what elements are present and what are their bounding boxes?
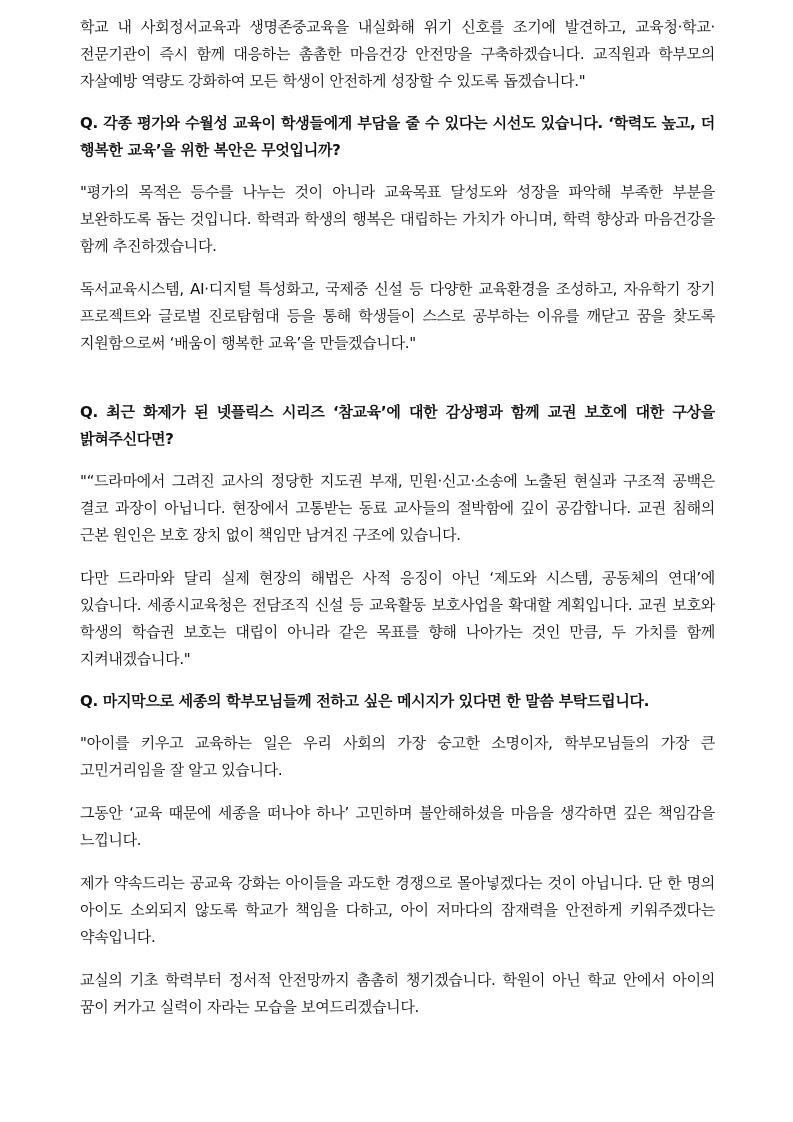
answer-paragraph: 교실의 기초 학력부터 정서적 안전망까지 촘촘히 챙기겠습니다. 학원이 아닌 학교 안에서 아이의 꿈이 커가고 실력이 자라는 모습을 보여드리겠습니다.: [80, 971, 715, 1016]
answer-paragraph: 학교 내 사회정서교육과 생명존중교육을 내실화해 위기 신호를 조기에 발견하고, 교육청·학교·전문기관이 즉시 함께 대응하는 촘촘한 마음건강 안전망을 구축하겠습니다. 교직원과 학부모의 자살예방 역량도 강화하여 모든 학생이 안전하게 성장할 수 있도록 돕겠습니다.": [80, 18, 715, 90]
answer-paragraph: 다만 드라마와 달리 실제 현장의 해법은 사적 응징이 아닌 ‘제도와 시스템, 공동체의 연대’에 있습니다. 세종시교육청은 전담조직 신설 등 교육활동 보호사업을 확대할 계획입니다. 교권 보호와 학생의 학습권 보호는 대립이 아니라 같은 목표를 향해 나아가는 것인 만큼, 두 가치를 함께 지켜내겠습니다.": [80, 569, 715, 668]
question-heading: Q. 최근 화제가 된 넷플릭스 시리즈 ‘참교육’에 대한 감상평과 함께 교권 보호에 대한 구상을 밝혀주신다면?: [80, 403, 715, 448]
answer-paragraph: 그동안 ‘교육 때문에 세종을 떠나야 하나’ 고민하며 불안해하셨을 마음을 생각하면 깊은 책임감을 느낍니다.: [80, 804, 715, 849]
question-heading: Q. 마지막으로 세종의 학부모님들께 전하고 싶은 메시지가 있다면 한 말씀 부탁드립니다.: [80, 692, 650, 710]
answer-paragraph: 제가 약속드리는 공교육 강화는 아이들을 과도한 경쟁으로 몰아넣겠다는 것이 아닙니다. 단 한 명의 아이도 소외되지 않도록 학교가 책임을 다하고, 아이 저마다의 잠재력을 안전하게 키워주겠다는 약속입니다.: [80, 874, 715, 946]
answer-paragraph: 독서교육시스템, AI·디지털 특성화고, 국제중 신설 등 다양한 교육환경을 조성하고, 자유학기 장기 프로젝트와 글로벌 진로탐험대 등을 통해 학생들이 스스로 공부하는 이유를 깨닫고 꿈을 찾도록 지원함으로써 ‘배움이 행복한 교육’을 만들겠습니다.": [80, 280, 715, 352]
question-heading: Q. 각종 평가와 수월성 교육이 학생들에게 부담을 줄 수 있다는 시선도 있습니다. ‘학력도 높고, 더 행복한 교육’을 위한 복안은 무엇입니까?: [80, 114, 715, 159]
answer-paragraph: "“드라마에서 그려진 교사의 정당한 지도권 부재, 민원·신고·소송에 노출된 현실과 구조적 공백은 결코 과장이 아닙니다. 현장에서 고통받는 동료 교사들의 절박함에 깊이 공감합니다. 교권 침해의 근본 원인은 보호 장치 없이 책임만 남겨진 구조에 있습니다.: [80, 472, 715, 544]
answer-paragraph: "아이를 키우고 교육하는 일은 우리 사회의 가장 숭고한 소명이자, 학부모님들의 가장 큰 고민거리임을 잘 알고 있습니다.: [80, 734, 715, 779]
answer-paragraph: "평가의 목적은 등수를 나누는 것이 아니라 교육목표 달성도와 성장을 파악해 부족한 부분을 보완하도록 돕는 것입니다. 학력과 학생의 행복은 대립하는 가치가 아니며, 학력 향상과 마음건강을 함께 추진하겠습니다.: [80, 183, 715, 255]
